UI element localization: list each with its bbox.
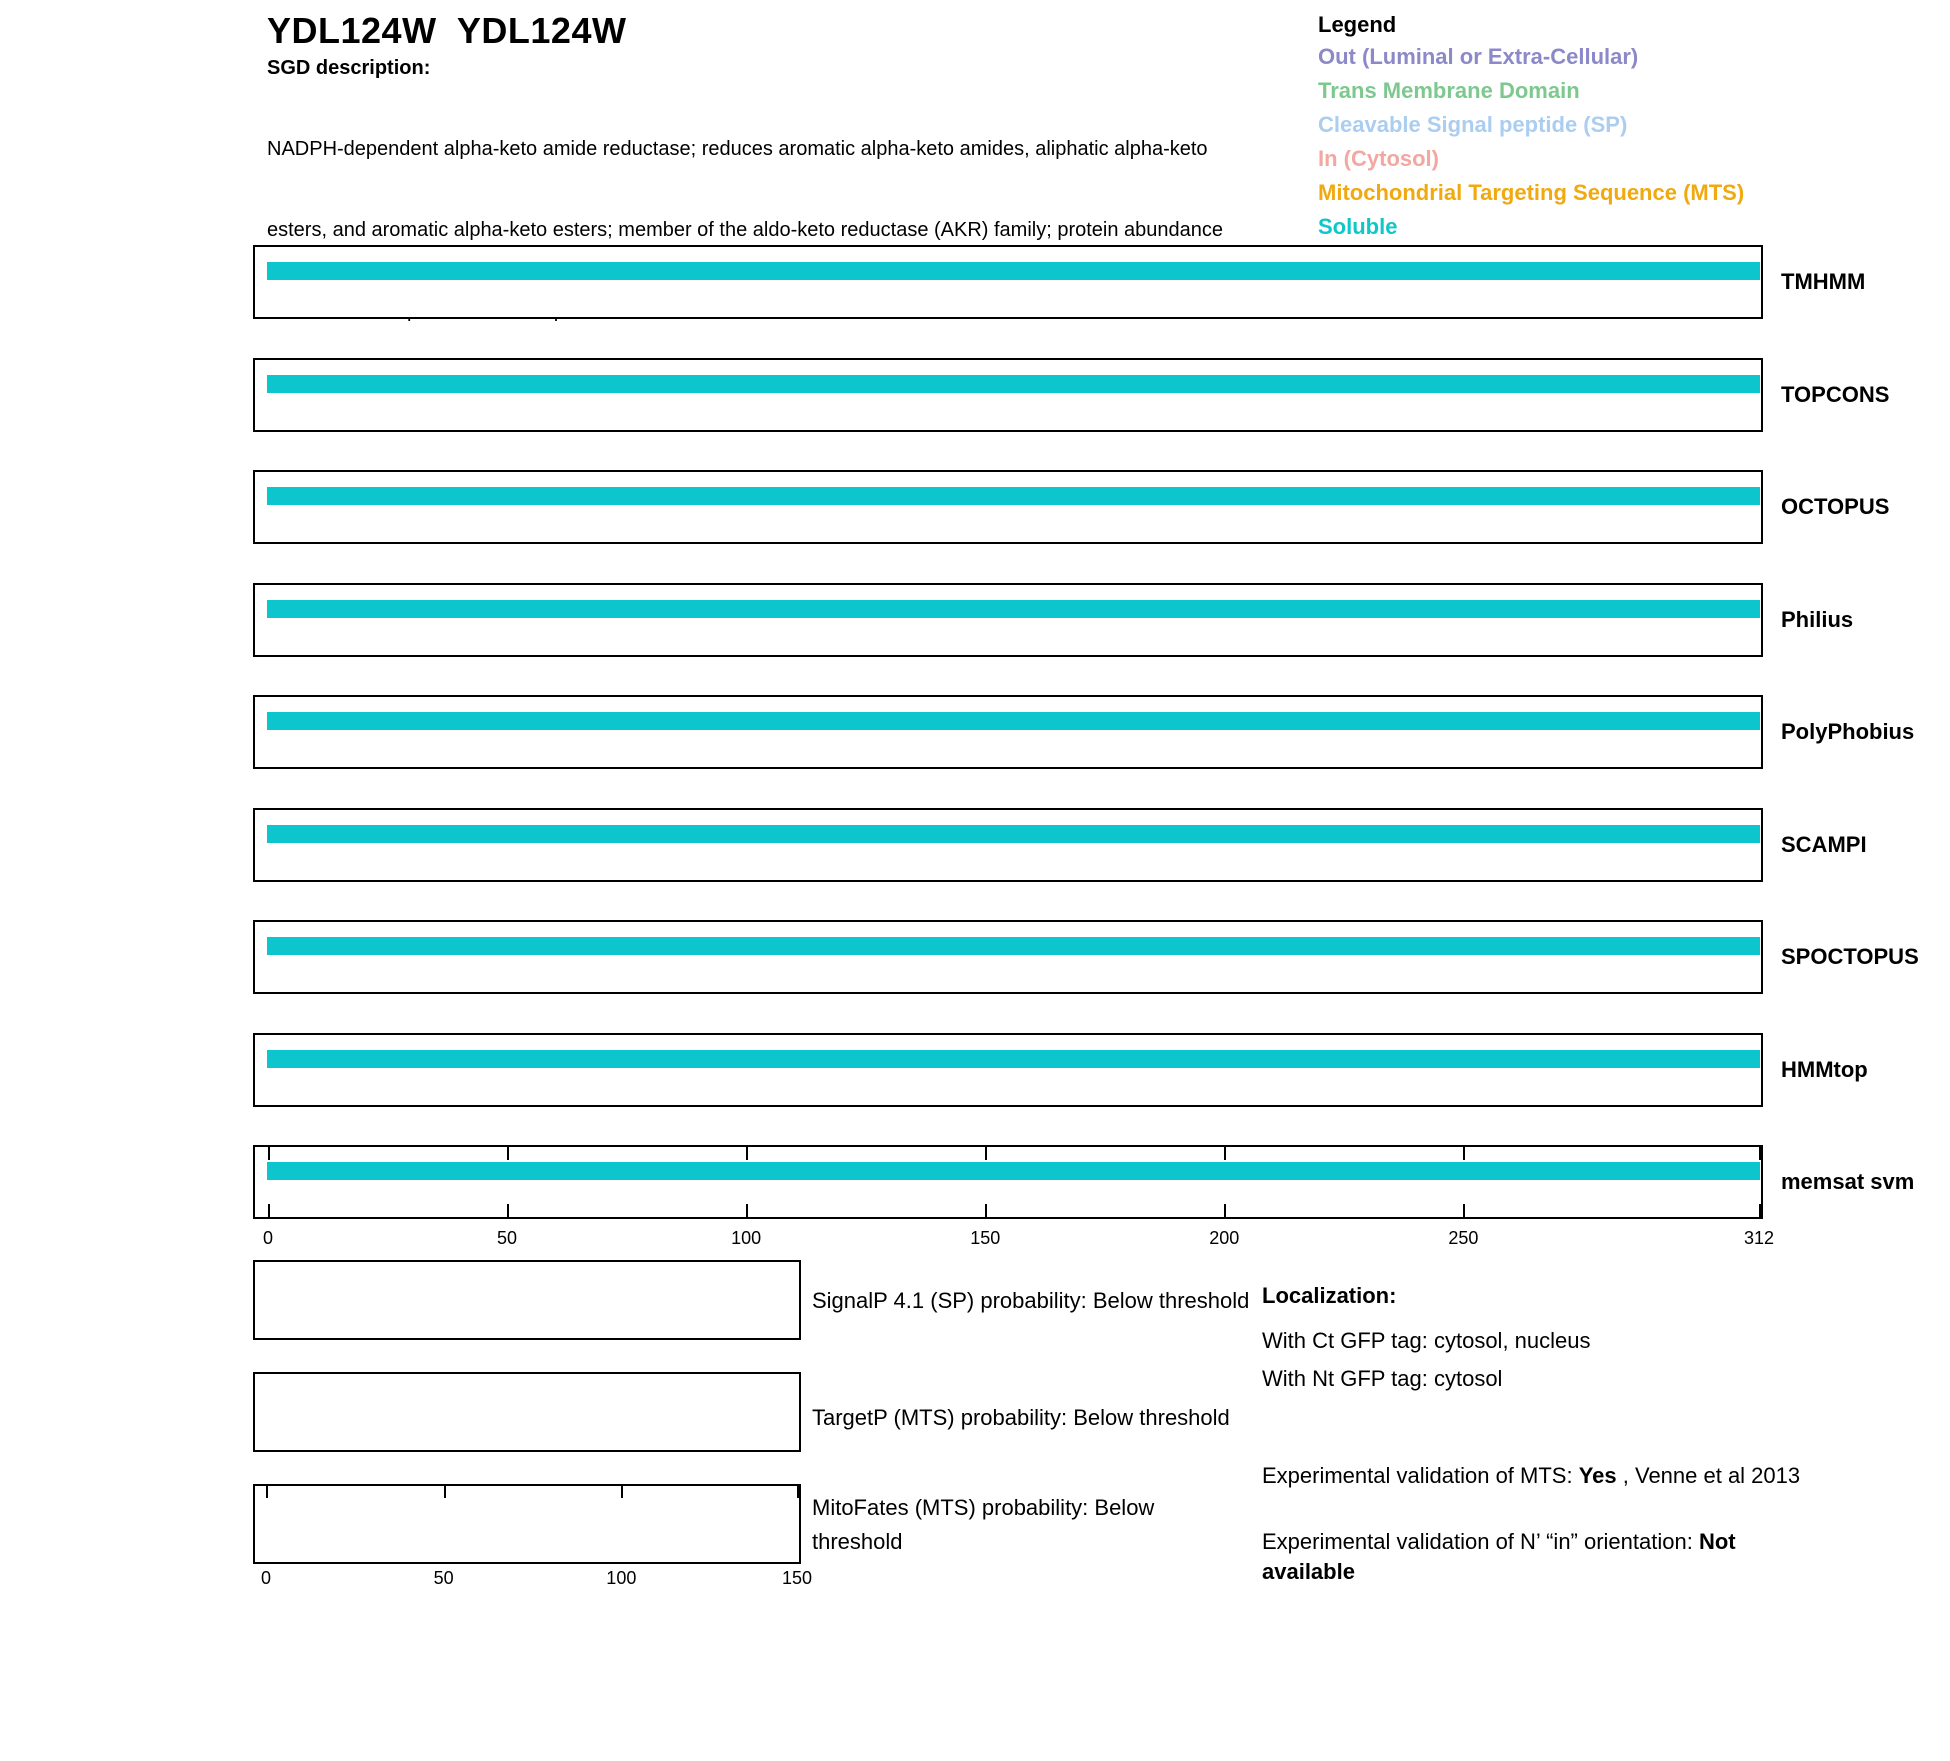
track-label-octopus: OCTOPUS (1781, 494, 1890, 519)
probability-axis-tick-label: 0 (260, 1568, 272, 1588)
residue-axis-tick-label: 200 (1209, 1228, 1240, 1248)
track-box-hmmtop (253, 1033, 1763, 1107)
localization-nt-gfp: With Nt GFP tag: cytosol (1262, 1366, 1503, 1391)
track-label-hmmtop: HMMtop (1781, 1057, 1868, 1082)
track-label-scampi: SCAMPI (1781, 832, 1867, 857)
mts-validation-line: Experimental validation of MTS: Yes , Venne et al 2013 (1262, 1463, 1801, 1488)
track-box-scampi (253, 808, 1763, 882)
axis-tick (1224, 1147, 1226, 1160)
track-box-topcons (253, 358, 1763, 432)
signalp-status-label: SignalP 4.1 (SP) probability: Below threshold (812, 1288, 1250, 1313)
page-title: YDL124W YDL124W (267, 10, 627, 51)
probability-axis-tick-label: 50 (433, 1568, 454, 1588)
legend-item: Out (Luminal or Extra-Cellular) (1318, 44, 1639, 69)
residue-axis-tick-label: 50 (497, 1228, 518, 1248)
soluble-span-bar (267, 937, 1760, 955)
axis-tick (1463, 1204, 1465, 1217)
track-label-philius: Philius (1781, 607, 1854, 632)
axis-tick (985, 1147, 987, 1160)
targetp-status-label: TargetP (MTS) probability: Below threshold (812, 1405, 1230, 1430)
track-label-tmhmm: TMHMM (1781, 269, 1866, 294)
axis-tick (1759, 1147, 1761, 1160)
mitofates-status-label: MitoFates (MTS) probability: Below threshold (812, 1495, 1155, 1554)
residue-axis-tick-label: 150 (970, 1228, 1001, 1248)
axis-tick (507, 1204, 509, 1217)
residue-axis-tick-label: 312 (1743, 1228, 1775, 1248)
axis-tick (266, 1486, 268, 1498)
axis-tick (746, 1204, 748, 1217)
probability-axis-tick-label: 150 (781, 1568, 813, 1588)
soluble-span-bar (267, 1050, 1760, 1068)
track-label-spoctopus: SPOCTOPUS (1781, 944, 1919, 969)
legend-item: Cleavable Signal peptide (SP) (1318, 112, 1628, 137)
soluble-span-bar (267, 375, 1760, 393)
sgd-description-text (267, 82, 1223, 379)
track-box-octopus (253, 470, 1763, 544)
targetp-probability-plot (253, 1372, 801, 1452)
residue-axis-tick-label: 0 (262, 1228, 274, 1248)
axis-tick (268, 1147, 270, 1160)
axis-tick (1224, 1204, 1226, 1217)
track-box-polyphobius (253, 695, 1763, 769)
track-box-tmhmm (253, 245, 1763, 319)
axis-tick (985, 1204, 987, 1217)
legend-item: Trans Membrane Domain (1318, 78, 1580, 103)
soluble-span-bar (267, 825, 1760, 843)
axis-tick (1463, 1147, 1465, 1160)
axis-tick (1759, 1204, 1761, 1217)
track-box-memsat-svm (253, 1145, 1763, 1219)
localization-ct-gfp: With Ct GFP tag: cytosol, nucleus (1262, 1328, 1591, 1353)
soluble-span-bar (267, 1162, 1760, 1180)
soluble-span-bar (267, 262, 1760, 280)
track-label-topcons: TOPCONS (1781, 382, 1890, 407)
axis-tick (797, 1486, 799, 1498)
orientation-validation-line: Experimental validation of N’ “in” orientation: Not available (1262, 1529, 1736, 1584)
legend-title: Legend (1318, 12, 1397, 37)
sgd-description-line: esters, and aromatic alpha-keto esters; member of the aldo-keto reductase (AKR) family; protein abundance (267, 219, 1224, 241)
track-label-memsat-svm: memsat svm (1781, 1169, 1915, 1194)
legend (1318, 10, 1744, 244)
legend-item: In (Cytosol) (1318, 146, 1439, 171)
sgd-description-label: SGD description: (267, 57, 431, 79)
axis-tick (268, 1204, 270, 1217)
soluble-span-bar (267, 712, 1760, 730)
legend-items (1318, 40, 1744, 244)
axis-tick (444, 1486, 446, 1498)
localization-heading: Localization: (1262, 1283, 1397, 1308)
residue-axis-tick-label: 100 (731, 1228, 762, 1248)
axis-tick (746, 1147, 748, 1160)
mitofates-probability-plot (253, 1484, 801, 1564)
track-box-philius (253, 583, 1763, 657)
track-label-polyphobius: PolyPhobius (1781, 719, 1915, 744)
track-box-spoctopus (253, 920, 1763, 994)
axis-tick (507, 1147, 509, 1160)
probability-axis-tick-label: 100 (606, 1568, 637, 1588)
axis-tick (621, 1486, 623, 1498)
signalp-probability-plot (253, 1260, 801, 1340)
residue-axis-tick-label: 250 (1448, 1228, 1479, 1248)
legend-item: Soluble (1318, 214, 1398, 239)
legend-item: Mitochondrial Targeting Sequence (MTS) (1318, 180, 1745, 205)
sgd-description-line: NADPH-dependent alpha-keto amide reductase; reduces aromatic alpha-keto amides, aliphatic alpha-keto (267, 138, 1208, 160)
soluble-span-bar (267, 487, 1760, 505)
soluble-span-bar (267, 600, 1760, 618)
